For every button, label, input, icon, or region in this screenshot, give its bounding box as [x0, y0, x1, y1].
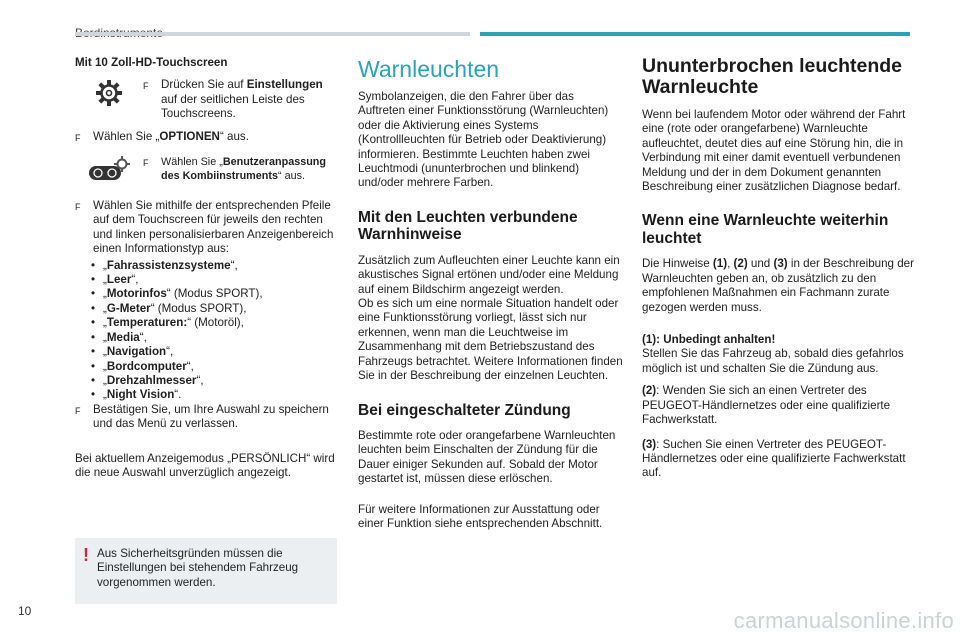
linked-warnings-text-1: Zusätzlich zum Aufleuchten einer Leuchte kann ein akustisches Signal ertönen und/oder eine Meldung auf einem Bildschirm angezeigt werden.: [358, 253, 620, 296]
step-choose: [75, 199, 337, 257]
page-title: Warnleuchten: [358, 56, 500, 82]
arrow-right-icon: F: [75, 132, 81, 143]
list-item: • „G-Meter“ (Modus SPORT),: [91, 302, 337, 316]
list-item: • „Night Vision“.: [91, 388, 337, 402]
step-confirm: [75, 403, 337, 432]
column-touchscreen: [75, 56, 337, 480]
list-item: • „Navigation“,: [91, 345, 337, 359]
warning-exclamation-icon: !: [83, 545, 89, 565]
linked-warnings-text-2: Ob es sich um eine normale Situation handelt oder eine Funktionsstörung vorliegt, lässt sich nur erkennen, wenn man die Leuchtweise im Zusammenhang mit dem Betriebszustand des Fahrzeugs betrachtet. Weitere Informationen finden Sie in der Beschreibung der einzelnen Leuchten.: [358, 297, 623, 383]
page-number: 10: [18, 604, 32, 618]
step4-text: Wählen Sie mithilfe der entsprechenden Pfeile auf dem Touchscreen für jeweils den rechten und linken personalisierbaren Anzeigenbereich einen Informationstyp aus:: [93, 199, 334, 256]
ignition-text: Bestimmte rote oder orangefarbene Warnleuchten leuchten beim Einschalten der Zündung für die Dauer einiger Sekunden auf. Sobald der Motor gestartet ist, müssen diese erlöschen.: [358, 429, 616, 486]
safety-warning-box: [75, 538, 337, 604]
step3-text: Wählen Sie „Benutzeranpassung des Kombiinstruments“ aus.: [161, 156, 326, 183]
header-rule-teal: [480, 32, 910, 36]
arrow-right-icon: F: [75, 405, 81, 416]
step5-text: Bestätigen Sie, um Ihre Auswahl zu speichern und das Menü zu verlassen.: [93, 402, 329, 431]
note-3: (3): Suchen Sie einen Vertreter des PEUGEOT-Händlernetzes oder eine qualifizierte Fachwerkstatt auf.: [642, 437, 906, 480]
step-cluster: [75, 155, 337, 185]
column-continuous-lamp: [642, 56, 914, 481]
watermark: carmanualsonline.info: [733, 608, 954, 633]
column-warning-lamps: [358, 56, 623, 531]
hints-text: Die Hinweise (1), (2) und (3) in der Beschreibung der Warnleuchten geben an, ob zusätzlich zu den empfohlenen Maßnahmen ein Fachmann zurate gezogen werden muss.: [642, 257, 914, 314]
linked-warnings-heading: Mit den Leuchten verbundene Warnhinweise: [358, 208, 578, 244]
arrow-right-icon: F: [143, 81, 149, 92]
continuous-lamp-text: Wenn bei laufendem Motor oder während der Fahrt eine (rote oder orangefarbene) Warnleuchte aufleuchtet, deutet dies auf eine Störung hin, die in Verbindung mit einer damit eventuell verbundenen Meldung und der in dem Dokument genannten Beschreibung einer zusätzlichen Diagnose bedarf.: [642, 108, 906, 194]
list-item: • „Drehzahlmesser“,: [91, 374, 337, 388]
settings-gear-icon: [75, 78, 143, 108]
step-settings: [75, 78, 337, 121]
list-item: • „Bordcomputer“,: [91, 360, 337, 374]
header-rule-gray: [75, 32, 470, 36]
more-info-text: Für weitere Informationen zur Ausstattung oder einer Funktion siehe entsprechenden Abschnitt.: [358, 502, 603, 531]
instrument-cluster-gear-icon: [75, 155, 143, 185]
intro-text: Symbolanzeigen, die den Fahrer über das Auftreten einer Funktionsstörung (Warnleuchten) oder die Aktivierung eines Systems (Kontrollleuchten für Betrieb oder Deaktivierung) informieren. Bestimmte Leuchten haben zwei Leuchtmodi (ununterbrochen und blinkend) und/oder mehrere Farben.: [358, 90, 609, 190]
ignition-heading: Bei eingeschalteter Zündung: [358, 401, 571, 419]
display-options-list: [75, 259, 337, 403]
arrow-right-icon: F: [75, 202, 81, 213]
personal-mode-note: Bei aktuellem Anzeigemodus „PERSÖNLICH“ wird die neue Auswahl unverzüglich angezeigt.: [75, 451, 335, 479]
arrow-right-icon: F: [143, 158, 149, 169]
lamp-remains-heading: Wenn eine Warnleuchte weiterhin leuchtet: [642, 212, 889, 247]
list-item: • „Media“,: [91, 331, 337, 345]
note-1: (1): Unbedingt anhalten! Stellen Sie das Fahrzeug ab, sobald dies gefahrlos möglich ist und schalten Sie die Zündung aus.: [642, 333, 904, 375]
note-2: (2): Wenden Sie sich an einen Vertreter des PEUGEOT-Händlernetzes oder eine qualifizierte Fachwerkstatt.: [642, 384, 891, 427]
step-options: [75, 130, 337, 145]
safety-warning-text: Aus Sicherheitsgründen müssen die Einstellungen bei stehendem Fahrzeug vorgenommen werden.: [97, 547, 299, 589]
list-item: • „Leer“,: [91, 273, 337, 287]
list-item: • „Temperaturen:“ (Motoröl),: [91, 316, 337, 330]
continuous-lamp-heading: Ununterbrochen leuchtende Warnleuchte: [642, 55, 903, 98]
touchscreen-heading: Mit 10 Zoll-HD-Touchscreen: [75, 56, 228, 69]
list-item: • „Motorinfos“ (Modus SPORT),: [91, 287, 337, 301]
step1-text: Drücken Sie auf Einstellungen auf der seitlichen Leiste des Touchscreens.: [161, 78, 323, 121]
list-item: • „Fahrassistenzsysteme“,: [91, 259, 337, 273]
step2-text: Wählen Sie „OPTIONEN“ aus.: [93, 129, 249, 143]
